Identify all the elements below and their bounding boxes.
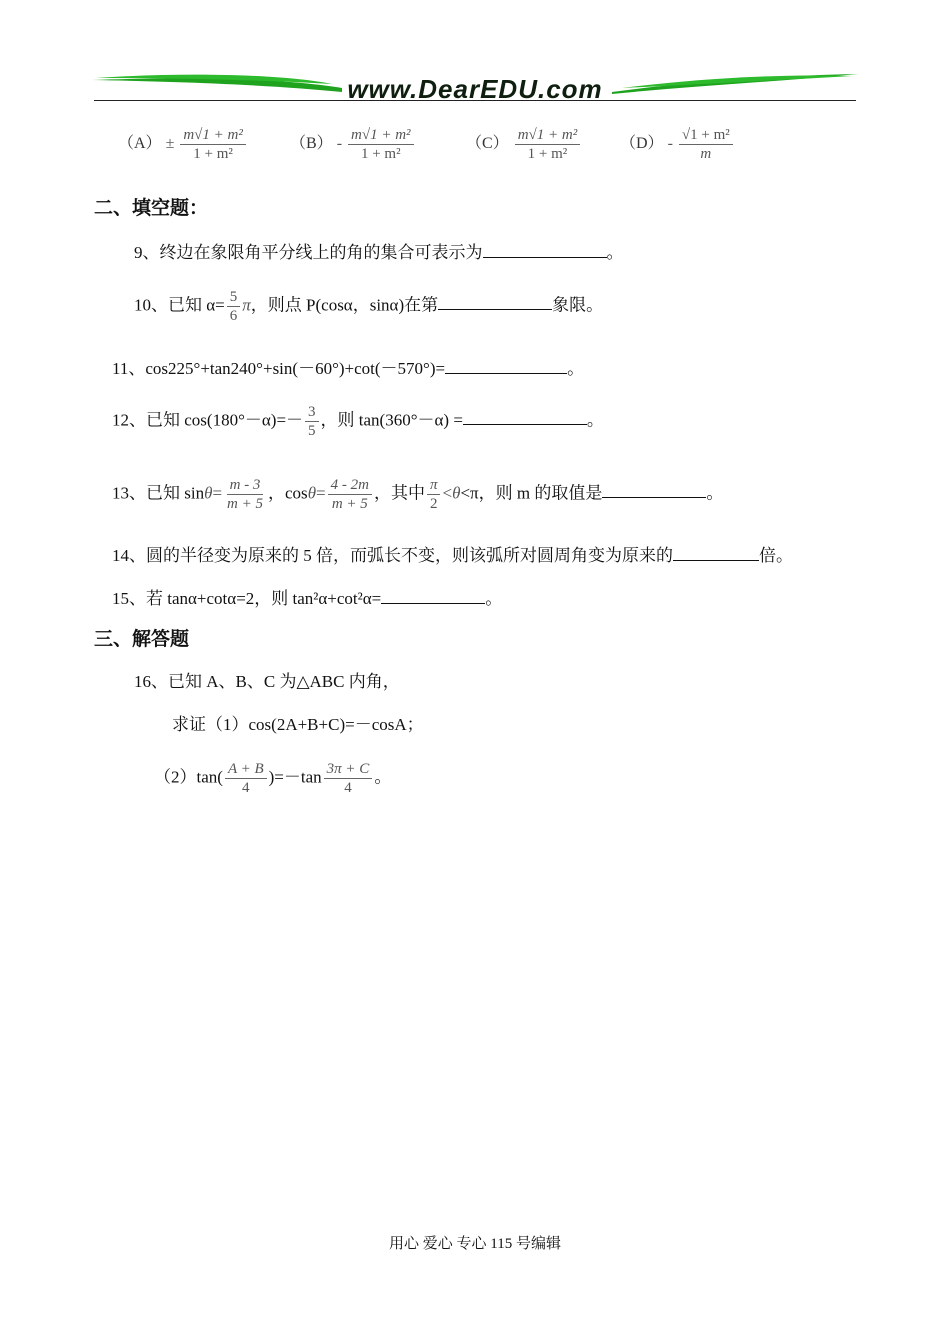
choice-a-numerator: m√1 + m²: [180, 126, 246, 145]
question-13: [112, 476, 723, 513]
question-13-mid: ，其中: [373, 483, 425, 503]
question-16-part2-mid: )=－tan: [268, 767, 322, 787]
question-16-intro: 16、已知 A、B、C 为△ABC 内角，: [134, 672, 400, 691]
question-15: [112, 587, 502, 609]
answer-blank-14[interactable]: [673, 544, 759, 561]
question-12-end: 。: [586, 410, 604, 430]
choice-a: [118, 126, 248, 163]
question-10-mid: ，则点 P(cosα，sinα)在第: [250, 295, 439, 315]
question-9-text: 9、终边在象限角平分线上的角的集合可表示为: [134, 243, 483, 262]
question-14-text: 14、圆的半径变为原来的 5 倍，而弧长不变，则该弧所对圆周角变为原来的: [112, 546, 673, 565]
choice-b-sign: -: [336, 135, 343, 153]
question-13-frac2-den: m + 5: [331, 496, 368, 512]
question-13-cos: cos: [285, 483, 308, 503]
choice-d-sign: -: [667, 135, 673, 153]
question-12-frac-num: 3: [305, 403, 319, 422]
question-13-theta-1: θ: [204, 483, 213, 503]
section-fill-in-heading: 二、填空题：: [94, 197, 209, 219]
question-16-fraction-2: [324, 760, 373, 797]
question-11: [112, 357, 584, 379]
choice-b-label: （B）: [290, 135, 333, 153]
answer-blank-9[interactable]: [483, 241, 607, 258]
answer-blank-12[interactable]: [463, 408, 587, 425]
question-9: [134, 241, 624, 263]
choice-b-fraction: [348, 126, 414, 163]
question-16-frac1-den: 4: [242, 780, 250, 796]
choice-d-fraction: [679, 126, 733, 163]
choice-d-label: （D）: [620, 135, 664, 153]
question-13-pre: 13、已知 sin: [112, 483, 205, 503]
choice-a-label: （A）: [118, 135, 162, 153]
question-13-frac3-den: 2: [429, 496, 438, 512]
question-11-end: 。: [567, 359, 585, 378]
answer-blank-15[interactable]: [381, 587, 485, 604]
question-10: [134, 288, 603, 325]
question-16-part-1: 求证（1）cos(2A+B+C)=－cosA；: [172, 715, 424, 734]
question-10-fraction: [227, 288, 241, 325]
question-12-pre: 12、已知 cos(180°－α)=－: [112, 410, 304, 430]
question-15-end: 。: [485, 589, 503, 608]
choice-c-label: （C）: [466, 135, 509, 153]
choice-d-denominator: m: [700, 146, 712, 162]
question-16-part2-end: 。: [374, 767, 392, 787]
page-footer: 用心 爱心 专心 115 号编辑: [389, 1236, 561, 1252]
question-13-frac3-num: π: [427, 476, 441, 495]
choice-c-fraction: [515, 126, 581, 163]
question-14: [112, 544, 793, 566]
question-10-frac-num: 5: [227, 288, 241, 307]
question-12-frac-den: 5: [308, 423, 316, 439]
question-16-part2-pre: （2）tan(: [154, 767, 223, 787]
question-12-fraction: [305, 403, 319, 440]
question-10-end: 象限。: [552, 295, 604, 315]
question-13-fraction-pi: [427, 476, 441, 513]
choice-b: [290, 126, 416, 163]
header-logo-text: www.DearEDU.com: [347, 74, 603, 104]
section-answer-heading: 三、解答题: [94, 628, 190, 650]
choice-c: [466, 126, 582, 163]
question-12: [112, 403, 604, 440]
question-16-frac1-num: A + B: [225, 760, 267, 779]
question-13-eq-1: =: [212, 483, 223, 503]
question-13-frac1-den: m + 5: [227, 496, 264, 512]
question-15-text: 15、若 tanα+cotα=2，则 tan²α+cot²α=: [112, 589, 382, 608]
choice-b-denominator: 1 + m²: [360, 146, 401, 162]
choice-d-numerator: √1 + m²: [679, 126, 733, 145]
answer-blank-11[interactable]: [445, 357, 567, 374]
question-16-frac2-num: 3π + C: [324, 760, 373, 779]
question-10-pre: 10、已知 α=: [134, 295, 225, 315]
choice-a-sign: ±: [165, 135, 175, 153]
question-13-eq-2: =: [316, 483, 326, 503]
question-12-mid: ，则 tan(360°－α) =: [320, 410, 463, 430]
header-rule: [94, 100, 856, 101]
question-9-end: 。: [606, 243, 624, 262]
question-13-sep: ，: [268, 483, 286, 503]
question-16-fraction-1: [225, 760, 267, 797]
question-13-end: 。: [706, 483, 724, 503]
choice-b-numerator: m√1 + m²: [348, 126, 414, 145]
question-11-text: 11、cos225°+tan240°+sin(－60°)+cot(－570°)=: [112, 359, 446, 378]
question-14-end: 倍。: [759, 546, 793, 565]
choice-a-fraction: [180, 126, 246, 163]
answer-blank-10[interactable]: [438, 293, 552, 310]
question-13-frac2-num: 4 - 2m: [328, 476, 372, 495]
question-13-lt: <: [442, 483, 453, 503]
question-10-frac-den: 6: [229, 308, 238, 324]
choice-c-denominator: 1 + m²: [527, 146, 568, 162]
question-13-theta-2: θ: [307, 483, 317, 503]
choice-a-denominator: 1 + m²: [193, 146, 233, 162]
question-10-pi: π: [242, 295, 251, 315]
question-16-part-2: [154, 760, 391, 797]
answer-blank-13[interactable]: [602, 481, 706, 498]
question-13-frac1-num: m - 3: [227, 476, 264, 495]
question-13-fraction-sin: [224, 476, 266, 513]
question-13-fraction-cos: [328, 476, 372, 513]
question-13-theta-3: θ: [452, 483, 461, 503]
choice-d: [620, 126, 735, 163]
choice-c-numerator: m√1 + m²: [515, 126, 581, 145]
question-13-tail: <π，则 m 的取值是: [460, 483, 603, 503]
question-16-frac2-den: 4: [344, 780, 352, 796]
